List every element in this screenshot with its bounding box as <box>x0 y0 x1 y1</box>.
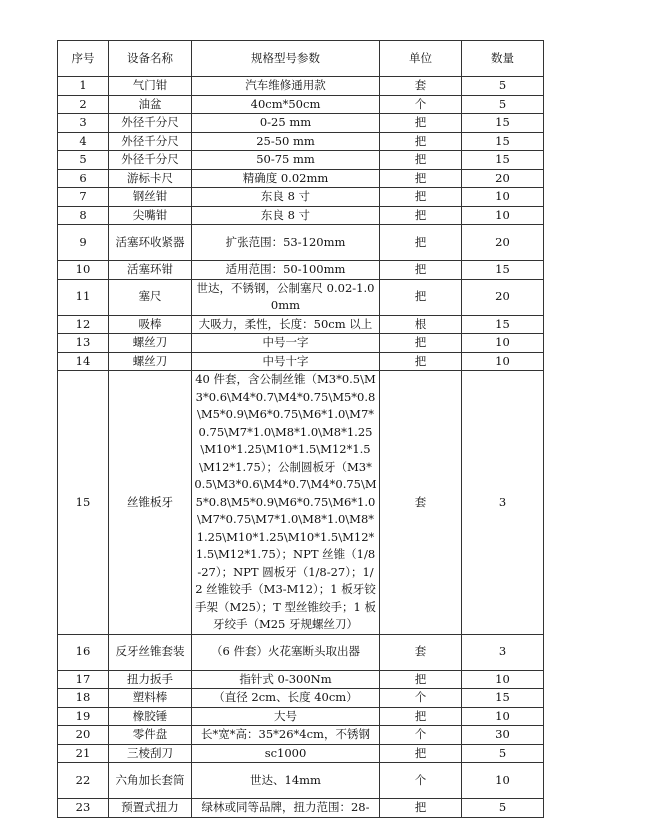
cell-unit: 个 <box>380 726 462 745</box>
table-row <box>58 352 544 371</box>
cell-name: 螺丝刀 <box>109 352 192 371</box>
cell-name: 橡胶锤 <box>109 707 192 726</box>
cell-spec: 绿林或同等品牌，扭力范围：28- <box>192 799 380 818</box>
cell-qty: 15 <box>462 689 544 708</box>
cell-qty: 30 <box>462 726 544 745</box>
cell-unit: 把 <box>380 744 462 763</box>
cell-no: 13 <box>58 334 109 353</box>
cell-spec: 50-75 mm <box>192 151 380 170</box>
cell-qty: 15 <box>462 315 544 334</box>
cell-no: 10 <box>58 261 109 280</box>
cell-name: 外径千分尺 <box>109 151 192 170</box>
cell-name: 尖嘴钳 <box>109 206 192 225</box>
table-row <box>58 151 544 170</box>
cell-name: 零件盘 <box>109 726 192 745</box>
cell-no: 20 <box>58 726 109 745</box>
table-row <box>58 114 544 133</box>
cell-unit: 把 <box>380 132 462 151</box>
cell-unit: 把 <box>380 799 462 818</box>
equipment-table <box>57 40 544 818</box>
table-row <box>58 169 544 188</box>
cell-unit: 套 <box>380 634 462 670</box>
cell-name: 外径千分尺 <box>109 114 192 133</box>
cell-name: 塑料棒 <box>109 689 192 708</box>
table-row <box>58 744 544 763</box>
cell-unit: 把 <box>380 188 462 207</box>
cell-name: 活塞环收紧器 <box>109 225 192 261</box>
cell-name: 外径千分尺 <box>109 132 192 151</box>
cell-qty: 15 <box>462 151 544 170</box>
cell-qty: 15 <box>462 261 544 280</box>
header-qty: 数量 <box>462 41 544 77</box>
table-row <box>58 188 544 207</box>
cell-unit: 把 <box>380 352 462 371</box>
cell-unit: 把 <box>380 707 462 726</box>
table-row <box>58 279 544 315</box>
header-unit: 单位 <box>380 41 462 77</box>
cell-qty: 20 <box>462 279 544 315</box>
cell-no: 16 <box>58 634 109 670</box>
cell-qty: 15 <box>462 132 544 151</box>
cell-spec: 汽车维修通用款 <box>192 77 380 96</box>
cell-no: 11 <box>58 279 109 315</box>
cell-spec: 大号 <box>192 707 380 726</box>
cell-spec: sc1000 <box>192 744 380 763</box>
cell-spec: 扩张范围：53-120mm <box>192 225 380 261</box>
cell-spec: 大吸力，柔性，长度：50cm 以上 <box>192 315 380 334</box>
table-row <box>58 261 544 280</box>
cell-spec: 适用范围：50-100mm <box>192 261 380 280</box>
cell-no: 14 <box>58 352 109 371</box>
header-name: 设备名称 <box>109 41 192 77</box>
cell-name: 六角加长套筒 <box>109 763 192 799</box>
cell-name: 游标卡尺 <box>109 169 192 188</box>
cell-qty: 5 <box>462 744 544 763</box>
table-row <box>58 225 544 261</box>
cell-qty: 20 <box>462 169 544 188</box>
cell-no: 6 <box>58 169 109 188</box>
header-row <box>58 41 544 77</box>
cell-name: 螺丝刀 <box>109 334 192 353</box>
cell-unit: 个 <box>380 95 462 114</box>
cell-qty: 10 <box>462 352 544 371</box>
table-row <box>58 77 544 96</box>
cell-no: 2 <box>58 95 109 114</box>
cell-name: 钢丝钳 <box>109 188 192 207</box>
table-row <box>58 726 544 745</box>
cell-name: 三棱刮刀 <box>109 744 192 763</box>
cell-no: 1 <box>58 77 109 96</box>
cell-spec: （6 件套）火花塞断头取出器 <box>192 634 380 670</box>
table-row <box>58 371 544 635</box>
cell-no: 23 <box>58 799 109 818</box>
equipment-table-wrapper <box>57 40 544 818</box>
cell-qty: 15 <box>462 114 544 133</box>
cell-no: 12 <box>58 315 109 334</box>
cell-name: 油盆 <box>109 95 192 114</box>
cell-qty: 10 <box>462 707 544 726</box>
table-row <box>58 206 544 225</box>
table-row <box>58 707 544 726</box>
cell-no: 15 <box>58 371 109 635</box>
cell-unit: 把 <box>380 114 462 133</box>
table-row <box>58 763 544 799</box>
cell-qty: 5 <box>462 799 544 818</box>
cell-no: 17 <box>58 670 109 689</box>
cell-spec: 40 件套，含公制丝锥（M3*0.5\M3*0.6\M4*0.7\M4*0.75\M5*0.8\M5*0.9\M6*0.75\M6*1.0\M7*0.75\M7*1.0\M8*1.0\M8*1.25\M10*1.25\M10*1.5\M12*1.5\M12*1.75）；公制圆板牙（M3*0.5\M3*0.6\M4*0.7\M4*0.75\M5*0.8\M5*0.9\M6*0.75\M6*1.0\M7*0.75\M7*1.0\M8*1.0\M8*1.25\M10*1.25\M10*1.5\M12*1.5\M12*1.75）；NPT 丝锥（1/8-27）；NPT 圆板牙（1/8-27）；1/2 丝锥铰手（M3-M12）；1 板牙铰手架（M25）；T 型丝锥绞手；1 板牙绞手（M25 牙规螺丝刀） <box>192 371 380 635</box>
cell-qty: 10 <box>462 763 544 799</box>
cell-spec: 精确度 0.02mm <box>192 169 380 188</box>
cell-name: 塞尺 <box>109 279 192 315</box>
cell-no: 4 <box>58 132 109 151</box>
table-row <box>58 315 544 334</box>
cell-unit: 个 <box>380 689 462 708</box>
cell-spec: 世达，不锈钢，公制塞尺 0.02-1.00mm <box>192 279 380 315</box>
cell-qty: 5 <box>462 77 544 96</box>
cell-name: 吸棒 <box>109 315 192 334</box>
cell-qty: 3 <box>462 371 544 635</box>
cell-spec: 长*宽*高：35*26*4cm，不锈钢 <box>192 726 380 745</box>
cell-spec: （直径 2cm、长度 40cm） <box>192 689 380 708</box>
cell-unit: 把 <box>380 334 462 353</box>
cell-no: 19 <box>58 707 109 726</box>
cell-unit: 把 <box>380 670 462 689</box>
cell-no: 9 <box>58 225 109 261</box>
header-no: 序号 <box>58 41 109 77</box>
cell-no: 3 <box>58 114 109 133</box>
header-spec: 规格型号参数 <box>192 41 380 77</box>
table-row <box>58 670 544 689</box>
cell-name: 扭力扳手 <box>109 670 192 689</box>
cell-name: 反牙丝锥套装 <box>109 634 192 670</box>
cell-spec: 指针式 0-300Nm <box>192 670 380 689</box>
table-row <box>58 95 544 114</box>
cell-name: 气门钳 <box>109 77 192 96</box>
cell-qty: 20 <box>462 225 544 261</box>
cell-qty: 10 <box>462 670 544 689</box>
cell-spec: 0-25 mm <box>192 114 380 133</box>
cell-unit: 套 <box>380 371 462 635</box>
cell-unit: 套 <box>380 77 462 96</box>
cell-unit: 个 <box>380 763 462 799</box>
cell-qty: 5 <box>462 95 544 114</box>
cell-no: 8 <box>58 206 109 225</box>
cell-qty: 10 <box>462 334 544 353</box>
cell-no: 22 <box>58 763 109 799</box>
table-body <box>58 77 544 818</box>
cell-no: 18 <box>58 689 109 708</box>
cell-spec: 中号一字 <box>192 334 380 353</box>
cell-qty: 10 <box>462 206 544 225</box>
cell-name: 活塞环钳 <box>109 261 192 280</box>
cell-name: 预置式扭力 <box>109 799 192 818</box>
table-row <box>58 799 544 818</box>
cell-spec: 东良 8 寸 <box>192 188 380 207</box>
cell-no: 21 <box>58 744 109 763</box>
cell-spec: 世达、14mm <box>192 763 380 799</box>
cell-qty: 10 <box>462 188 544 207</box>
cell-unit: 把 <box>380 169 462 188</box>
cell-unit: 把 <box>380 279 462 315</box>
cell-name: 丝锥板牙 <box>109 371 192 635</box>
cell-unit: 把 <box>380 151 462 170</box>
cell-qty: 3 <box>462 634 544 670</box>
table-row <box>58 634 544 670</box>
table-row <box>58 689 544 708</box>
cell-unit: 把 <box>380 225 462 261</box>
table-header <box>58 41 544 77</box>
table-row <box>58 334 544 353</box>
cell-unit: 根 <box>380 315 462 334</box>
cell-no: 7 <box>58 188 109 207</box>
cell-spec: 25-50 mm <box>192 132 380 151</box>
cell-spec: 40cm*50cm <box>192 95 380 114</box>
cell-no: 5 <box>58 151 109 170</box>
table-row <box>58 132 544 151</box>
cell-spec: 中号十字 <box>192 352 380 371</box>
cell-unit: 把 <box>380 261 462 280</box>
cell-spec: 东良 8 寸 <box>192 206 380 225</box>
cell-unit: 把 <box>380 206 462 225</box>
